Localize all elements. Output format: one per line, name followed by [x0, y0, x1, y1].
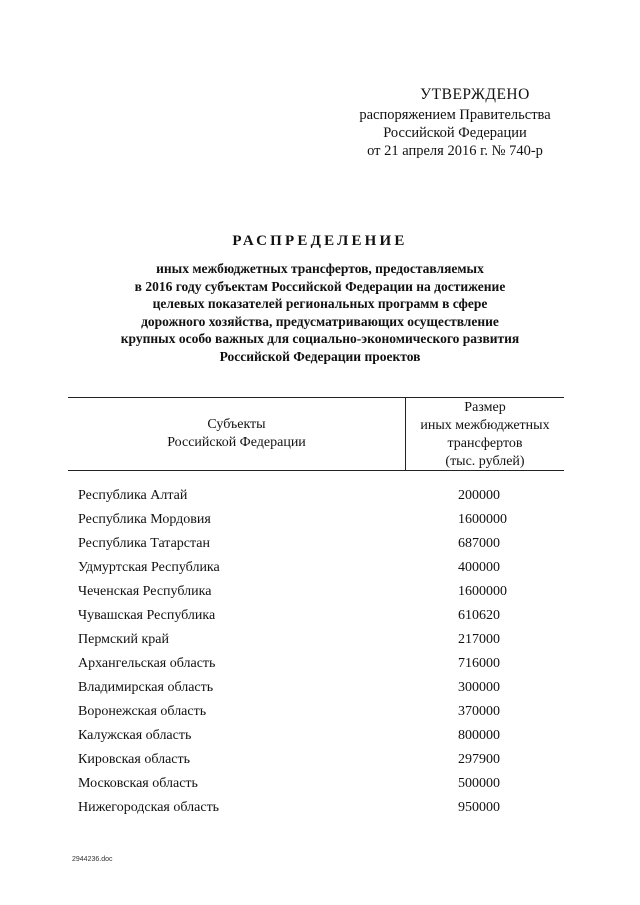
- transfer-amount: 217000: [458, 632, 500, 647]
- region-name: Республика Татарстан: [78, 536, 211, 551]
- transfer-amount: 610620: [458, 608, 500, 623]
- table-header: [68, 397, 564, 471]
- region-name: Нижегородская область: [78, 800, 220, 815]
- table-row: [78, 532, 558, 556]
- region-name: Чеченская Республика: [78, 584, 212, 599]
- header-amount-line: Размер: [464, 400, 506, 415]
- region-name: Московская область: [78, 776, 198, 791]
- region-name: Удмуртская Республика: [78, 560, 220, 575]
- table-row: [78, 604, 558, 628]
- approval-line-3: от 21 апреля 2016 г. № 740-р: [367, 143, 543, 159]
- transfer-amount: 370000: [458, 704, 500, 719]
- header-subjects: [68, 398, 406, 470]
- table-row: [78, 700, 558, 724]
- transfer-amount: 950000: [458, 800, 500, 815]
- approval-block: [320, 86, 590, 160]
- transfer-amount: 400000: [458, 560, 500, 575]
- region-name: Владимирская область: [78, 680, 214, 695]
- header-amount-line: (тыс. рублей): [445, 454, 525, 469]
- table-row: [78, 556, 558, 580]
- region-name: Кировская область: [78, 752, 191, 767]
- table-row: [78, 580, 558, 604]
- table-row: [78, 796, 558, 820]
- table-row: [78, 772, 558, 796]
- region-name: Республика Мордовия: [78, 512, 211, 527]
- header-subjects-line: Российской Федерации: [167, 435, 306, 450]
- table-row: [78, 748, 558, 772]
- approval-line-1: распоряжением Правительства: [359, 107, 551, 123]
- subtitle-line: крупных особо важных для социально-экономического развития: [120, 331, 520, 346]
- transfer-amount: 800000: [458, 728, 500, 743]
- header-amount-line: иных межбюджетных: [420, 418, 550, 433]
- approved-heading: УТВЕРЖДЕНО: [420, 86, 530, 103]
- footer-filename: 2944236.doc: [72, 856, 113, 863]
- region-name: Пермский край: [78, 632, 169, 647]
- transfer-amount: 200000: [458, 488, 500, 503]
- region-name: Воронежская область: [78, 704, 207, 719]
- table-row: [78, 628, 558, 652]
- transfer-amount: 716000: [458, 656, 500, 671]
- region-name: Республика Алтай: [78, 488, 188, 503]
- transfer-amount: 500000: [458, 776, 500, 791]
- subtitle-line: дорожного хозяйства, предусматривающих осуществление: [141, 313, 499, 329]
- subtitle-line: в 2016 году субъектам Российской Федерации на достижение: [134, 278, 506, 294]
- region-name: Архангельская область: [78, 656, 216, 671]
- approval-line-2: Российской Федерации: [383, 125, 527, 141]
- region-name: Калужская область: [78, 728, 192, 743]
- header-amount-line: трансфертов: [447, 436, 523, 451]
- subtitle-line: Российской Федерации проектов: [219, 348, 421, 364]
- table-row: [78, 652, 558, 676]
- transfer-amount: 300000: [458, 680, 500, 695]
- transfer-amount: 1600000: [458, 584, 507, 599]
- document-subtitle: [60, 260, 580, 365]
- region-name: Чувашская Республика: [78, 608, 216, 623]
- table-row: [78, 724, 558, 748]
- header-subjects-line: Субъекты: [207, 417, 266, 432]
- subtitle-line: целевых показателей региональных программ в сфере: [152, 296, 488, 311]
- header-amount: [406, 398, 564, 471]
- table-row: [78, 484, 558, 508]
- document-title: РАСПРЕДЕЛЕНИЕ: [232, 233, 408, 249]
- table-row: [78, 508, 558, 532]
- transfer-amount: 1600000: [458, 512, 507, 527]
- transfer-amount: 297900: [458, 752, 500, 767]
- subtitle-line: иных межбюджетных трансфертов, предоставляемых: [156, 261, 484, 276]
- table-body: [78, 484, 558, 820]
- transfer-amount: 687000: [458, 536, 500, 551]
- table-row: [78, 676, 558, 700]
